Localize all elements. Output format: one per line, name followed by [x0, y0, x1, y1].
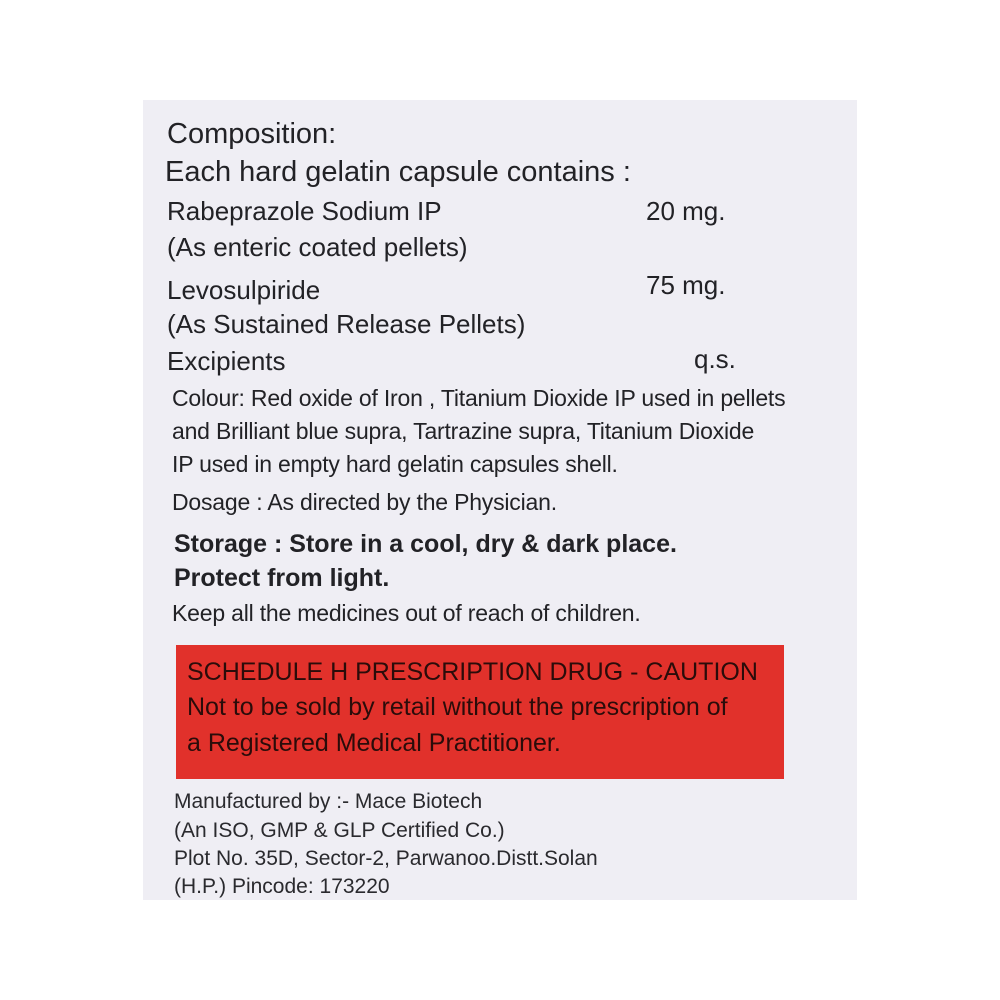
manufacturer-line-1: Manufactured by :- Mace Biotech — [174, 790, 483, 813]
caution-line-3: a Registered Medical Practitioner. — [187, 729, 561, 757]
caution-line-1: SCHEDULE H PRESCRIPTION DRUG - CAUTION — [187, 658, 758, 686]
caution-box — [176, 645, 784, 779]
manufacturer-line-4: (H.P.) Pincode: 173220 — [174, 875, 390, 898]
dosage-text: Dosage : As directed by the Physician. — [172, 489, 557, 515]
ingredient-name-rabeprazole: Rabeprazole Sodium IP — [167, 196, 442, 226]
colour-line-3: IP used in empty hard gelatin capsules shell. — [172, 451, 618, 477]
ingredient-amount-excipients: q.s. — [694, 344, 736, 374]
colour-line-1: Colour: Red oxide of Iron , Titanium Dioxide IP used in pellets — [172, 385, 786, 411]
ingredient-note-levosulpiride: (As Sustained Release Pellets) — [167, 309, 526, 339]
composition-intro: Each hard gelatin capsule contains : — [165, 156, 631, 188]
ingredient-amount-rabeprazole: 20 mg. — [646, 196, 726, 226]
caution-line-2: Not to be sold by retail without the prescription of — [187, 693, 728, 721]
storage-line-2: Protect from light. — [174, 564, 390, 592]
children-warning: Keep all the medicines out of reach of children. — [172, 600, 641, 626]
manufacturer-line-2: (An ISO, GMP & GLP Certified Co.) — [174, 819, 505, 842]
manufacturer-line-3: Plot No. 35D, Sector-2, Parwanoo.Distt.Solan — [174, 847, 598, 870]
storage-line-1: Storage : Store in a cool, dry & dark place. — [174, 530, 677, 558]
composition-heading: Composition: — [167, 118, 337, 150]
ingredient-amount-levosulpiride: 75 mg. — [646, 270, 726, 300]
ingredient-name-excipients: Excipients — [167, 346, 286, 376]
medicine-label — [143, 100, 857, 900]
ingredient-name-levosulpiride: Levosulpiride — [167, 275, 321, 305]
ingredient-note-rabeprazole: (As enteric coated pellets) — [167, 232, 468, 262]
colour-line-2: and Brilliant blue supra, Tartrazine supra, Titanium Dioxide — [172, 418, 755, 444]
